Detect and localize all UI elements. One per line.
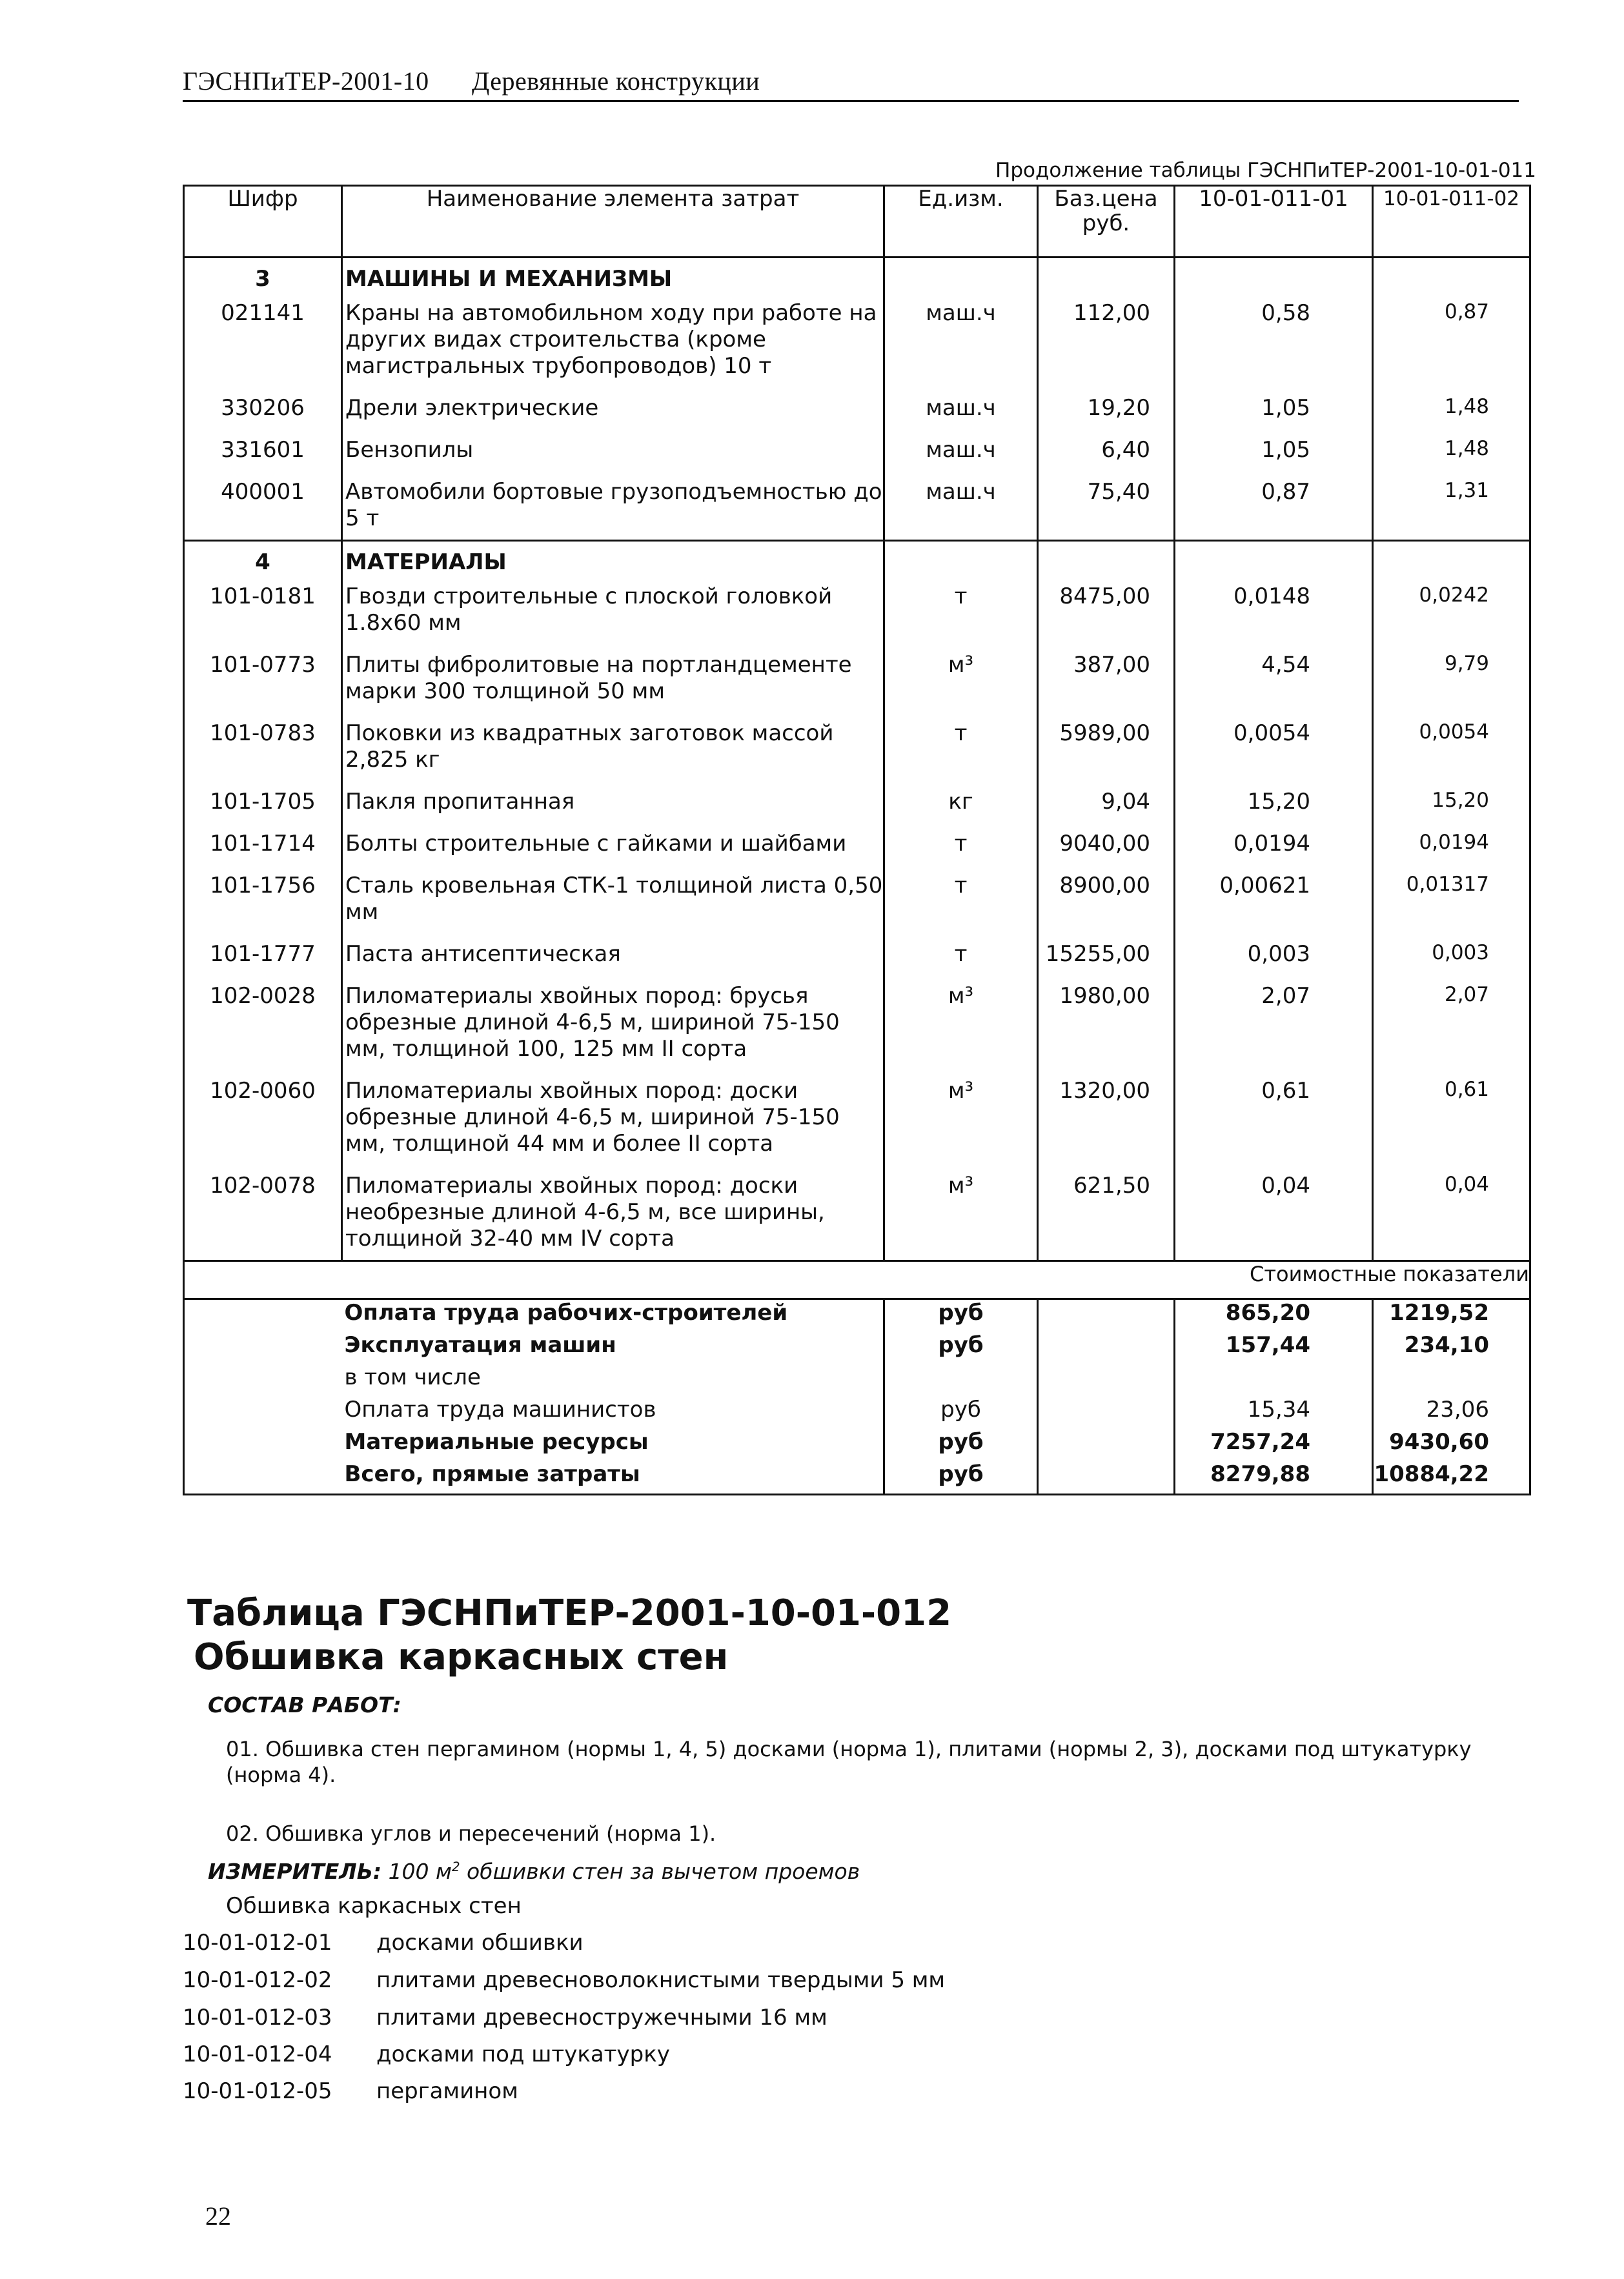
header-rule: [183, 100, 1519, 102]
col-header: 10-01-011-01: [1175, 186, 1373, 258]
row-value-2: 9,79: [1373, 644, 1530, 713]
row-name: Поковки из квадратных заготовок массой 2,825 кг: [342, 713, 884, 781]
norm-text: пергамином: [376, 2078, 518, 2104]
table-row: [184, 713, 1530, 781]
row-value-2: 2,07: [1373, 975, 1530, 1070]
row-value-1: 0,87: [1175, 471, 1373, 541]
row-code: 102-0078: [184, 1165, 342, 1261]
row-code: 021141: [184, 292, 342, 387]
row-value-1: 1,05: [1175, 387, 1373, 429]
table-row: [184, 292, 1530, 387]
row-price: 112,00: [1038, 292, 1175, 387]
row-code: 101-0181: [184, 576, 342, 644]
row-code: 400001: [184, 471, 342, 541]
izmeritel-pre: 100 м: [388, 1859, 452, 1884]
summary-row: [184, 1299, 1530, 1333]
row-value-2: 1,48: [1373, 429, 1530, 471]
summary-row: [184, 1364, 1530, 1397]
page-header: [183, 62, 1519, 102]
row-code: 102-0060: [184, 1070, 342, 1165]
row-price: 621,50: [1038, 1165, 1175, 1261]
summary-row: [184, 1397, 1530, 1429]
norm-code: 10-01-012-02: [183, 1967, 332, 1993]
row-name: Сталь кровельная СТК-1 толщиной листа 0,50 мм: [342, 865, 884, 933]
row-price: 387,00: [1038, 644, 1175, 713]
row-name: Дрели электрические: [342, 387, 884, 429]
row-code: 101-1777: [184, 933, 342, 975]
row-unit: кг: [884, 781, 1038, 823]
row-value-2: 0,0054: [1373, 713, 1530, 781]
izmeritel-post: обшивки стен за вычетом проемов: [467, 1859, 860, 1884]
row-code: 102-0028: [184, 975, 342, 1070]
table-row: [184, 471, 1530, 541]
row-name: Паста антисептическая: [342, 933, 884, 975]
sostav-label: СОСТАВ РАБОТ:: [208, 1692, 401, 1717]
row-price: 9040,00: [1038, 823, 1175, 865]
table-header-row: [184, 186, 1530, 258]
col-header: 10-01-011-02: [1373, 186, 1530, 258]
table2-subtitle: Обшивка каркасных стен: [194, 1636, 729, 1678]
col-header: Шифр: [184, 186, 342, 258]
summary-value-2: 1219,52: [1373, 1299, 1530, 1333]
summary-unit: руб: [884, 1429, 1038, 1461]
summary-label: Всего, прямые затраты: [342, 1461, 884, 1495]
norm-text: плитами древесноволокнистыми твердыми 5 мм: [376, 1967, 946, 1993]
row-unit: м³: [884, 1070, 1038, 1165]
table-row: [184, 933, 1530, 975]
row-value-2: 1,48: [1373, 387, 1530, 429]
row-code: 101-1756: [184, 865, 342, 933]
summary-unit: руб: [884, 1461, 1038, 1495]
row-unit: т: [884, 576, 1038, 644]
row-value-2: 0,01317: [1373, 865, 1530, 933]
table-row: [184, 781, 1530, 823]
row-code: 101-1714: [184, 823, 342, 865]
summary-row: [184, 1461, 1530, 1495]
row-unit: т: [884, 865, 1038, 933]
row-name: Гвозди строительные с плоской головкой 1.8х60 мм: [342, 576, 884, 644]
continuation-caption: Продолжение таблицы ГЭСНПиТЕР-2001-10-01-011: [995, 159, 1536, 182]
norms-heading: Обшивка каркасных стен: [226, 1893, 522, 1919]
row-code: 331601: [184, 429, 342, 471]
row-value-1: 1,05: [1175, 429, 1373, 471]
row-price: 1980,00: [1038, 975, 1175, 1070]
summary-label: Оплата труда рабочих-строителей: [342, 1299, 884, 1333]
norm-item: [183, 1967, 945, 1993]
section-code: 4: [184, 541, 342, 576]
row-name: Плиты фибролитовые на портландцементе марки 300 толщиной 50 мм: [342, 644, 884, 713]
norm-code: 10-01-012-01: [183, 1930, 332, 1956]
summary-value-1: [1175, 1364, 1373, 1397]
row-value-1: 4,54: [1175, 644, 1373, 713]
row-name: Пиломатериалы хвойных пород: доски обрезные длиной 4-6,5 м, шириной 75-150 мм, толщиной 44 мм и более II сорта: [342, 1070, 884, 1165]
row-code: 101-0783: [184, 713, 342, 781]
izmeritel-sup: 2: [451, 1859, 460, 1874]
header-code: ГЭСНПиТЕР-2001-10: [183, 66, 429, 96]
row-price: 8475,00: [1038, 576, 1175, 644]
norm-text: досками обшивки: [376, 1930, 584, 1956]
row-name: Пакля пропитанная: [342, 781, 884, 823]
row-name: Автомобили бортовые грузоподъемностью до 5 т: [342, 471, 884, 541]
row-price: 19,20: [1038, 387, 1175, 429]
section-title: МАТЕРИАЛЫ: [342, 541, 884, 576]
row-unit: маш.ч: [884, 387, 1038, 429]
summary-label: Материальные ресурсы: [344, 1429, 649, 1455]
section-row: [184, 258, 1530, 293]
work-item-01: 01. Обшивка стен пергамином (нормы 1, 4, 5) досками (норма 1), плитами (нормы 2, 3), досками под штукатурку (норма 4).: [226, 1737, 1472, 1787]
row-unit: т: [884, 933, 1038, 975]
cost-caption-row: [184, 1261, 1530, 1299]
norm-text: плитами древесностружечными 16 мм: [376, 2005, 827, 2031]
norm-item: [183, 1930, 584, 1956]
norm-item: [183, 2005, 827, 2031]
row-price: 6,40: [1038, 429, 1175, 471]
row-price: 15255,00: [1038, 933, 1175, 975]
summary-row: [184, 1429, 1530, 1461]
table-row: [184, 429, 1530, 471]
table2-title: Таблица ГЭСНПиТЕР-2001-10-01-012: [187, 1592, 952, 1634]
row-value-1: 15,20: [1175, 781, 1373, 823]
summary-unit: руб: [884, 1299, 1038, 1333]
norm-text: досками под штукатурку: [376, 2041, 670, 2067]
row-value-2: 0,61: [1373, 1070, 1530, 1165]
summary-value-2: [1373, 1364, 1530, 1397]
summary-value-1: 7257,24: [1175, 1429, 1373, 1461]
izmeritel-label: ИЗМЕРИТЕЛЬ:: [208, 1859, 382, 1884]
row-unit: маш.ч: [884, 471, 1038, 541]
row-value-2: 0,04: [1373, 1165, 1530, 1261]
table-row: [184, 865, 1530, 933]
row-unit: т: [884, 823, 1038, 865]
table-row: [184, 387, 1530, 429]
summary-unit: руб: [884, 1332, 1038, 1364]
row-name: Пиломатериалы хвойных пород: доски необрезные длиной 4-6,5 м, все ширины, толщиной 32-40 мм IV сорта: [342, 1165, 884, 1261]
norm-item: [183, 2078, 518, 2104]
summary-unit: руб: [884, 1397, 1038, 1429]
row-value-1: 0,0148: [1175, 576, 1373, 644]
summary-value-1: 15,34: [1175, 1397, 1373, 1429]
row-unit: м³: [884, 644, 1038, 713]
cost-caption: Стоимостные показатели: [1175, 1261, 1530, 1299]
summary-value-1: 8279,88: [1175, 1461, 1373, 1495]
row-value-2: 0,87: [1373, 292, 1530, 387]
row-unit: маш.ч: [884, 429, 1038, 471]
row-price: 5989,00: [1038, 713, 1175, 781]
section-title: МАШИНЫ И МЕХАНИЗМЫ: [342, 258, 884, 293]
summary-value-1: 157,44: [1175, 1332, 1373, 1364]
summary-unit: [884, 1364, 1038, 1397]
work-item-02: 02. Обшивка углов и пересечений (норма 1).: [226, 1821, 716, 1846]
norm-code: 10-01-012-03: [183, 2005, 332, 2031]
col-header: Баз.цена руб.: [1038, 186, 1175, 258]
row-code: 101-1705: [184, 781, 342, 823]
row-value-1: 0,04: [1175, 1165, 1373, 1261]
row-value-2: 1,31: [1373, 471, 1530, 541]
summary-label: Эксплуатация машин: [344, 1332, 616, 1358]
row-unit: м³: [884, 975, 1038, 1070]
col-header: Ед.изм.: [884, 186, 1038, 258]
norm-code: 10-01-012-05: [183, 2078, 332, 2104]
summary-value-2: 234,10: [1373, 1332, 1530, 1364]
row-name: Болты строительные с гайками и шайбами: [342, 823, 884, 865]
table-row: [184, 644, 1530, 713]
row-value-2: 0,0242: [1373, 576, 1530, 644]
row-value-1: 0,0054: [1175, 713, 1373, 781]
header-title: Деревянные конструкции: [472, 66, 760, 96]
row-value-1: 0,0194: [1175, 823, 1373, 865]
row-value-1: 0,58: [1175, 292, 1373, 387]
summary-value-1: 865,20: [1175, 1299, 1373, 1333]
row-value-1: 0,00621: [1175, 865, 1373, 933]
row-name: Пиломатериалы хвойных пород: брусья обрезные длиной 4-6,5 м, шириной 75-150 мм, толщиной 100, 125 мм II сорта: [342, 975, 884, 1070]
section-code: 3: [184, 258, 342, 293]
summary-value-2: 23,06: [1373, 1397, 1530, 1429]
row-value-2: 15,20: [1373, 781, 1530, 823]
row-unit: маш.ч: [884, 292, 1038, 387]
table-row: [184, 1070, 1530, 1165]
row-value-1: 2,07: [1175, 975, 1373, 1070]
resource-table: [183, 185, 1531, 1495]
norm-item: [183, 2041, 670, 2067]
izmeritel: [208, 1859, 860, 1884]
row-value-1: 0,003: [1175, 933, 1373, 975]
col-header: Наименование элемента затрат: [342, 186, 884, 258]
row-unit: м³: [884, 1165, 1038, 1261]
row-name: Бензопилы: [342, 429, 884, 471]
row-price: 1320,00: [1038, 1070, 1175, 1165]
summary-value-2: 9430,60: [1373, 1429, 1530, 1461]
table-row: [184, 576, 1530, 644]
row-price: 75,40: [1038, 471, 1175, 541]
table-row: [184, 975, 1530, 1070]
row-value-2: 0,003: [1373, 933, 1530, 975]
norm-code: 10-01-012-04: [183, 2041, 332, 2067]
summary-row: [184, 1332, 1530, 1364]
row-code: 101-0773: [184, 644, 342, 713]
summary-label: в том числе: [344, 1364, 481, 1390]
row-price: 9,04: [1038, 781, 1175, 823]
page-number: 22: [205, 2202, 231, 2231]
row-value-1: 0,61: [1175, 1070, 1373, 1165]
table-row: [184, 823, 1530, 865]
section-row: [184, 541, 1530, 576]
summary-value-2: 10884,22: [1373, 1461, 1530, 1495]
summary-label: Оплата труда машинистов: [344, 1397, 656, 1423]
table-row: [184, 1165, 1530, 1261]
row-code: 330206: [184, 387, 342, 429]
row-price: 8900,00: [1038, 865, 1175, 933]
row-unit: т: [884, 713, 1038, 781]
row-name: Краны на автомобильном ходу при работе на других видах строительства (кроме магистральных трубопроводов) 10 т: [342, 292, 884, 387]
row-value-2: 0,0194: [1373, 823, 1530, 865]
